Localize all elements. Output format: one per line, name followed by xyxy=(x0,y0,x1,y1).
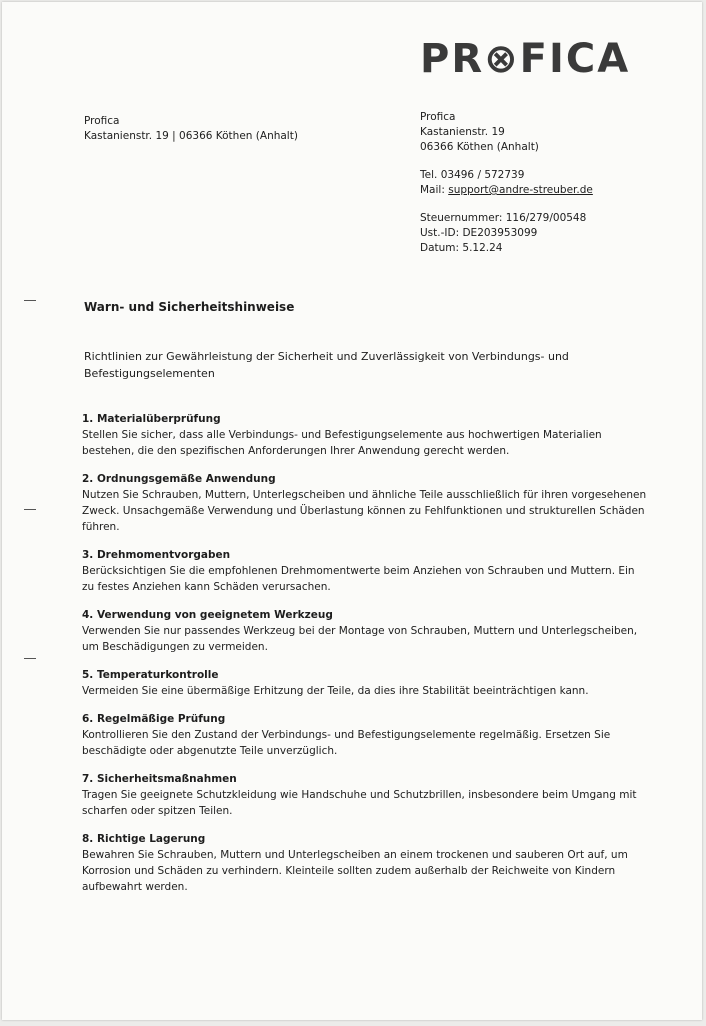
section-body: Stellen Sie sicher, dass alle Verbindungs- und Befestigungselemente aus hochwertigen Materialien bestehen, die den spezifischen Anforderungen Ihrer Anwendung gerecht werden. xyxy=(82,429,602,457)
contact-phone xyxy=(420,168,593,183)
fold-mark xyxy=(24,658,36,659)
profica-logo: PR⊗FICA xyxy=(420,36,631,82)
contact-address xyxy=(420,110,593,155)
section-title: 3. Drehmomentvorgaben xyxy=(82,549,231,561)
section-title: 7. Sicherheitsmaßnahmen xyxy=(82,773,237,785)
section-safety-measures xyxy=(82,772,647,819)
section-material-check xyxy=(82,412,647,459)
document-title: Warn- und Sicherheitshinweise xyxy=(84,300,295,314)
mail-link[interactable]: support@andre-streuber.de xyxy=(448,184,593,196)
section-title: 2. Ordnungsgemäße Anwendung xyxy=(82,473,276,485)
section-temperature xyxy=(82,668,647,699)
sender-company: Profica xyxy=(84,115,120,127)
fold-mark xyxy=(24,300,36,301)
contact-tax-info xyxy=(420,211,593,256)
section-proper-use xyxy=(82,472,647,535)
contact-company: Profica xyxy=(420,111,456,123)
punch-mark xyxy=(24,509,36,510)
section-body: Verwenden Sie nur passendes Werkzeug bei der Montage von Schrauben, Muttern und Unterlegscheiben, um Beschädigungen zu vermeiden. xyxy=(82,625,638,653)
document-date xyxy=(420,241,593,256)
contact-block xyxy=(420,110,593,269)
section-title: 5. Temperaturkontrolle xyxy=(82,669,219,681)
section-inspection xyxy=(82,712,647,759)
section-storage xyxy=(82,832,647,895)
section-body: Kontrollieren Sie den Zustand der Verbindungs- und Befestigungselemente regelmäßig. Ersetzen Sie beschädigte oder abgenutzte Teile unverzüglich. xyxy=(82,729,611,757)
section-title: 6. Regelmäßige Prüfung xyxy=(82,713,226,725)
vat-id-value: DE203953099 xyxy=(462,227,538,239)
phone-value: 03496 / 572739 xyxy=(440,169,525,181)
contact-communication xyxy=(420,168,593,198)
date-label: Datum: xyxy=(420,242,460,254)
tax-number-value: 116/279/00548 xyxy=(505,212,587,224)
section-body: Vermeiden Sie eine übermäßige Erhitzung der Teile, da dies ihre Stabilität beeinträchtigen kann. xyxy=(82,685,589,697)
date-value: 5.12.24 xyxy=(462,242,503,254)
vat-id-label: Ust.-ID: xyxy=(420,227,460,239)
section-torque xyxy=(82,548,647,595)
tax-number-label: Steuernummer: xyxy=(420,212,503,224)
section-title: 1. Materialüberprüfung xyxy=(82,413,221,425)
section-body: Bewahren Sie Schrauben, Muttern und Unterlegscheiben an einem trockenen und sauberen Ort auf, um Korrosion und Schäden zu verhindern. Kleinteile sollten zudem außerhalb der Reichweite von Kindern aufbewahrt werden. xyxy=(82,849,628,893)
document-intro: Richtlinien zur Gewährleistung der Sicherheit und Zuverlässigkeit von Verbindungs- und Befestigungselementen xyxy=(84,350,569,380)
sender-address-line: Kastanienstr. 19 | 06366 Köthen (Anhalt) xyxy=(84,130,298,142)
contact-street: Kastanienstr. 19 xyxy=(420,126,505,138)
contact-city: 06366 Köthen (Anhalt) xyxy=(420,141,539,153)
section-tools xyxy=(82,608,647,655)
section-body: Nutzen Sie Schrauben, Muttern, Unterlegscheiben und ähnliche Teile ausschließlich für ihren vorgesehenen Zweck. Unsachgemäße Verwendung und Überlastung können zu Fehlfunktionen und strukturellen Schäden führen. xyxy=(82,489,647,533)
sender-address xyxy=(84,114,298,144)
section-title: 8. Richtige Lagerung xyxy=(82,833,206,845)
tax-number xyxy=(420,211,593,226)
contact-mail xyxy=(420,183,593,198)
mail-label: Mail: xyxy=(420,184,445,196)
document-page xyxy=(2,2,702,1020)
phone-label: Tel. xyxy=(420,169,438,181)
section-body: Berücksichtigen Sie die empfohlenen Drehmomentwerte beim Anziehen von Schrauben und Muttern. Ein zu festes Anziehen kann Schäden verursachen. xyxy=(82,565,635,593)
section-title: 4. Verwendung von geeignetem Werkzeug xyxy=(82,609,333,621)
safety-sections xyxy=(82,412,647,908)
vat-id xyxy=(420,226,593,241)
section-body: Tragen Sie geeignete Schutzkleidung wie Handschuhe und Schutzbrillen, insbesondere beim Umgang mit scharfen oder spitzen Teilen. xyxy=(82,789,637,817)
